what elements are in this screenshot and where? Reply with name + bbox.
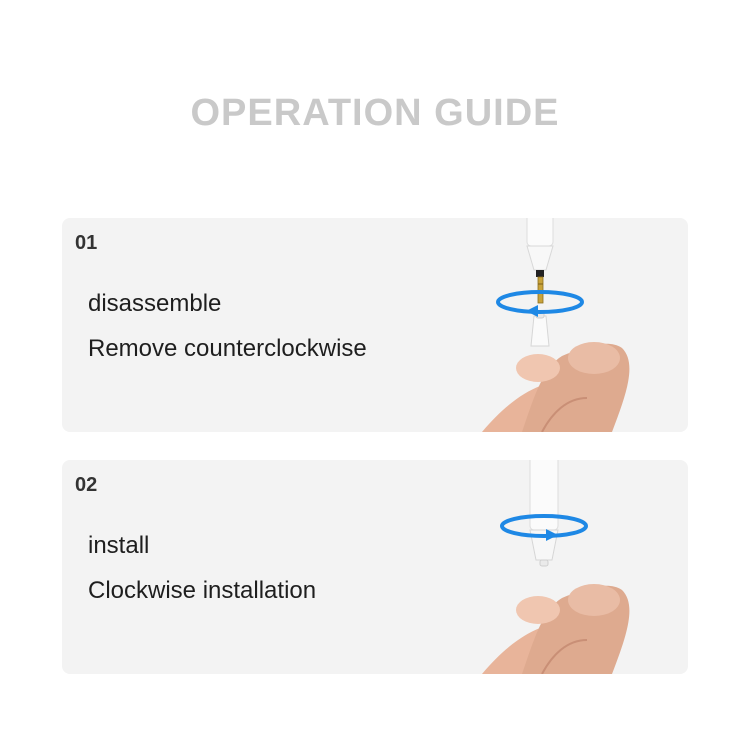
stylus-pen-icon — [527, 218, 553, 346]
step-number: 02 — [75, 474, 98, 496]
step-description: Clockwise installation — [88, 577, 317, 604]
step-title: install — [88, 532, 150, 559]
step-card-disassemble — [62, 218, 688, 432]
step-title: disassemble — [88, 290, 222, 317]
pen-tip-install-illustration — [422, 460, 688, 674]
step-number: 01 — [75, 232, 98, 254]
hand-icon — [482, 584, 629, 674]
hand-icon — [482, 342, 629, 432]
step-description: Remove counterclockwise — [88, 335, 367, 362]
stylus-pen-icon — [530, 460, 558, 566]
page-title: OPERATION GUIDE — [190, 92, 560, 134]
step-card-install — [62, 460, 688, 674]
pen-tip-removal-illustration — [422, 218, 688, 432]
